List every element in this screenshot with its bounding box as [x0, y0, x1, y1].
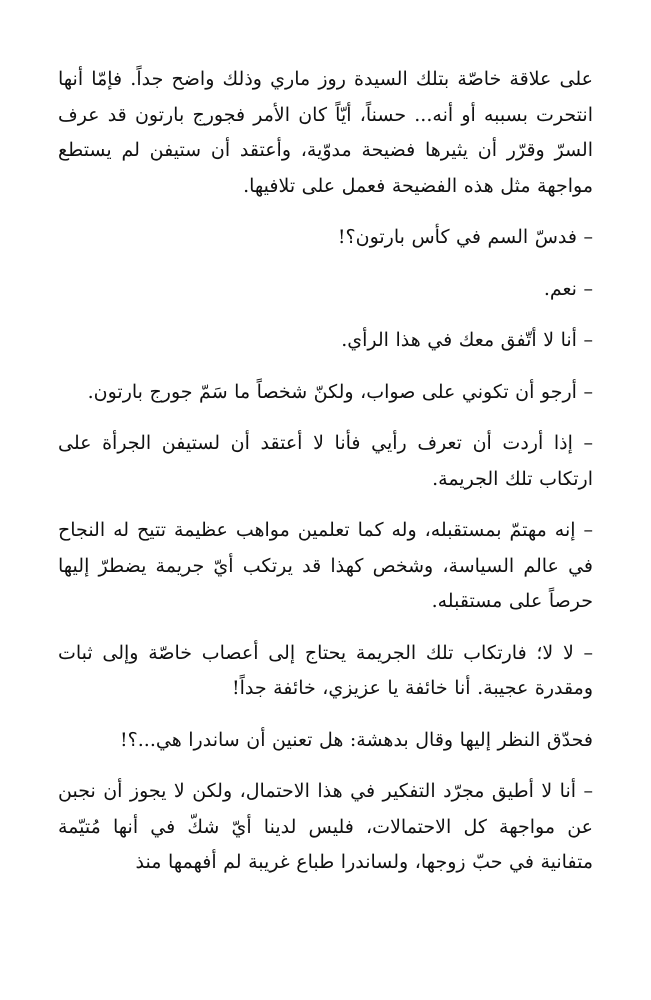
dialogue-line-2: – نعم.	[543, 277, 593, 300]
paragraph-narration-1: على علاقة خاصّة بتلك السيدة روز ماري وذلك واضح جداً. فإمّا أنها انتحرت بسببه أو أنه... حسناً، أيّاً كان الأمر فجورج بارتون قد عرف السرّ وقرّر أن يثيرها فضيحة مدوّية، وأعتقد أن ستيفن لم يستطع مواجهة مثل هذه الفضيحة فعمل على تلافيها.	[58, 68, 593, 197]
dialogue-line-8: – أنا لا أطيق مجرّد التفكير في هذا الاحتمال، ولكن لا يجوز أن نجبن عن مواجهة كل الاحتمالات، فليس لدينا أيّ شكّ في أنها مُتيّمة متفانية في حبّ زوجها، ولساندرا طباع غريبة لم أفهمها منذ	[58, 780, 593, 873]
page-body-text	[58, 62, 593, 897]
dialogue-line-1: – فدسّ السم في كأس بارتون؟!	[337, 226, 593, 248]
paragraph-narration-2: فحدّق النظر إليها وقال بدهشة: هل تعنين أن ساندرا هي...؟!	[120, 728, 593, 751]
dialogue-line-4: – أرجو أن تكوني على صواب، ولكنّ شخصاً ما سَمّ جورج بارتون.	[87, 380, 593, 403]
dialogue-line-5: – إذا أردت أن تعرف رأيي فأنا لا أعتقد أن لستيفن الجرأة على ارتكاب تلك الجريمة.	[58, 432, 593, 490]
dialogue-line-6: – إنه مهتمّ بمستقبله، وله كما تعلمين مواهب عظيمة تتيح له النجاح في عالم السياسة، وشخص كهذا قد يرتكب أيّ جريمة يضطرّ إليها حرصاً على مستقبله.	[58, 519, 593, 612]
dialogue-line-7: – لا لا؛ فارتكاب تلك الجريمة يحتاج إلى أعصاب خاصّة وإلى ثبات ومقدرة عجيبة. أنا خائفة يا عزيزي، خائفة جداً!	[58, 641, 593, 699]
dialogue-line-3: – أنا لا أتّفق معك في هذا الرأي.	[341, 329, 593, 351]
